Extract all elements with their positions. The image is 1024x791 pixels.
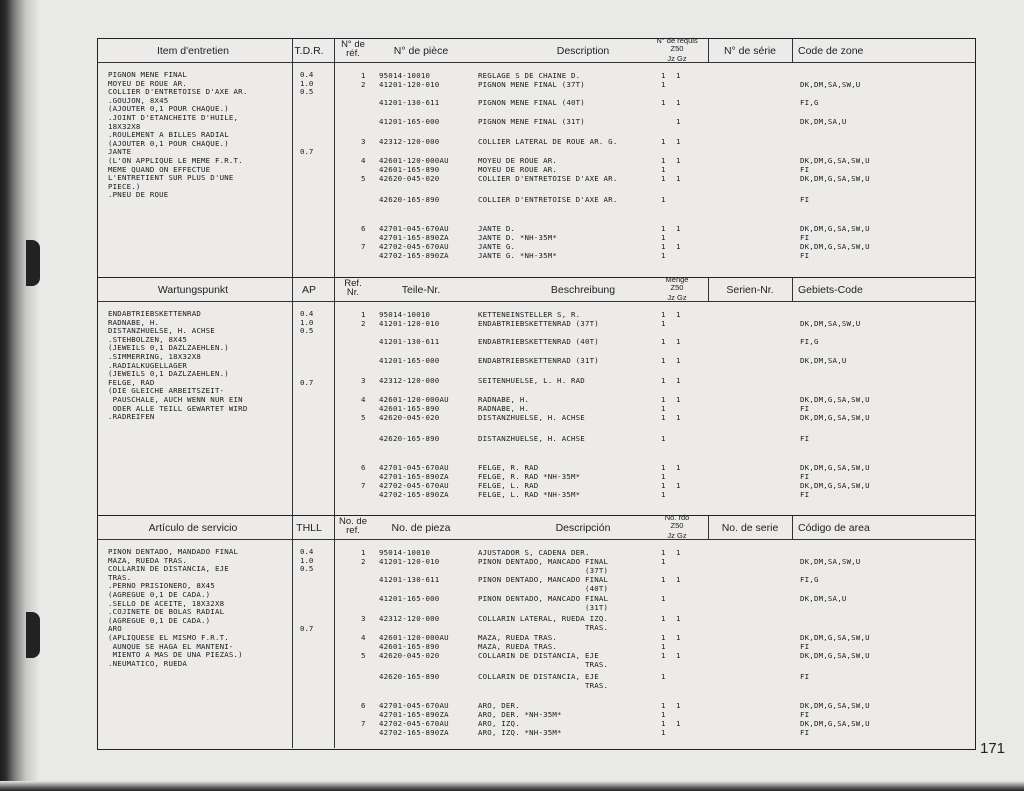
part-number: 41201-165-000 [379,356,440,365]
zone-code: DK,DM,SA,SW,U [800,557,861,566]
table-row [98,156,975,165]
table-row [98,98,975,107]
header-item: Item d'entretien [156,45,230,57]
part-number: 41201-130-611 [379,337,440,346]
qty-jz: 1 [661,651,666,660]
header-zone-code: Código de area [798,522,870,534]
table-row [98,337,975,346]
part-description: PIGNON MENE FINAL (37T) [478,80,585,89]
zone-code: FI [800,165,810,174]
part-description: COLLIER LATERAL DE ROUE AR. G. [478,137,618,146]
part-number: 42701-165-890ZA [379,233,449,242]
header-description: Beschreibung [550,284,616,296]
part-number: 42601-120-000AU [379,633,449,642]
part-description: AJUSTADOR S, CADENA DER. [478,548,590,557]
table-row [98,623,975,632]
qty-jz: 1 [661,434,666,443]
ref-number: 5 [361,651,366,660]
zone-code: FI [800,642,810,651]
part-description: MOYEU DE ROUE AR. [478,156,558,165]
part-number: 42601-120-000AU [379,395,449,404]
part-number: 41201-165-000 [379,117,440,126]
ref-number: 4 [361,156,366,165]
qty-jz: 1 [661,195,666,204]
table-row [98,660,975,669]
qty-jz: 1 [661,224,666,233]
zone-code: FI [800,434,810,443]
table-row [98,356,975,365]
part-number: 41201-120-010 [379,80,440,89]
zone-code: DK,DM,G,SA,SW,U [800,481,870,490]
header-part-number: N° de pièce [393,45,449,57]
part-number: 95014-10010 [379,71,431,80]
table-row [98,413,975,422]
part-description: FELGE, L. RAD *NH-35M* [478,490,581,499]
qty-gz: 1 [676,174,681,183]
qty-gz: 1 [676,481,681,490]
part-description: ARO, IZQ. *NH-35M* [478,728,562,737]
zone-code: DK,DM,SA,U [800,356,847,365]
part-number: 42701-165-890ZA [379,710,449,719]
zone-code: FI [800,233,810,242]
part-description: DISTANZHUELSE, H. ACHSE [478,434,585,443]
qty-gz: 1 [676,548,681,557]
header-serial: Serien-Nr. [726,284,774,296]
zone-code: DK,DM,G,SA,SW,U [800,395,870,404]
column-divider [708,278,709,302]
header-tdr: T.D.R. [294,45,324,57]
ref-number: 1 [361,71,366,80]
table-row [98,434,975,443]
table-row [98,404,975,413]
ref-number: 7 [361,481,366,490]
part-number: 42701-045-670AU [379,701,449,710]
part-description: JANTE D. [478,224,516,233]
table-row [98,651,975,660]
part-number: 42312-120-000 [379,137,440,146]
qty-gz: 1 [676,337,681,346]
qty-jz: 1 [661,310,666,319]
ref-number: 7 [361,242,366,251]
qty-jz: 1 [661,701,666,710]
part-description: FELGE, R. RAD [478,463,539,472]
qty-gz: 1 [676,463,681,472]
header-zone-code: Gebiets-Code [798,284,863,296]
ref-number: 5 [361,174,366,183]
part-description: COLLARIN DE DISTANCIA, EJE [478,651,599,660]
part-description: MAZA, RUEDA TRAS. [478,642,558,651]
header-item: Artículo de servicio [148,522,238,534]
header-ref: Ref. Nr. [344,278,362,298]
part-description: PINON DENTADO, MANCADO FINAL [478,575,609,584]
part-description: MOYEU DE ROUE AR. [478,165,558,174]
header-required-qty: No. rdo Z50 [664,513,690,530]
zone-code: FI,G [800,98,819,107]
qty-jz: 1 [661,71,666,80]
binder-shadow [0,0,40,791]
labor-times: 0.4 1.0 0.5 0.7 [300,309,314,387]
part-description: ARO, DER. *NH-35M* [478,710,562,719]
column-divider [708,516,709,540]
zone-code: DK,DM,SA,SW,U [800,80,861,89]
qty-jz: 1 [661,672,666,681]
column-divider [708,39,709,63]
part-description: PINON DENTADO, MANCADO FINAL [478,557,609,566]
zone-code: DK,DM,SA,U [800,594,847,603]
part-number: 42702-165-890ZA [379,251,449,260]
table-row [98,633,975,642]
page-edge-shadow [0,781,1024,791]
part-description: MAZA, RUEDA TRAS. [478,633,558,642]
zone-code: DK,DM,G,SA,SW,U [800,463,870,472]
table-row [98,319,975,328]
ref-number: 1 [361,548,366,557]
table-row [98,728,975,737]
qty-jz: 1 [661,728,666,737]
table-row [98,117,975,126]
qty-jz: 1 [661,642,666,651]
header-item: Wartungspunkt [157,284,229,296]
part-description: DISTANZHUELSE, H. ACHSE [478,413,585,422]
ref-number: 4 [361,395,366,404]
part-description: COLLARIN DE DISTANCIA, EJE [478,672,599,681]
part-number: 42702-165-890ZA [379,728,449,737]
table-row [98,594,975,603]
part-description: FELGE, L. RAD [478,481,539,490]
qty-gz: 1 [676,701,681,710]
part-description: TRAS. [478,623,609,632]
table-row [98,251,975,260]
header-required-qty: N° de requis Z50 [656,36,698,53]
table-row [98,233,975,242]
qty-gz: 1 [676,356,681,365]
qty-gz: 1 [676,395,681,404]
qty-gz: 1 [676,156,681,165]
part-number: 42620-045-020 [379,413,440,422]
part-description: ENDABTRIEBSKETTENRAD (37T) [478,319,599,328]
zone-code: DK,DM,SA,U [800,117,847,126]
qty-gz: 1 [676,633,681,642]
maintenance-items: PINON DENTADO, MANDADO FINAL MAZA, RUEDA TRAS. COLLARIN DE DISTANCIA, EJE TRAS. .PERNO PRISIONERO, 8X45 (AGREGUE 0,1 DE CADA.) .SELLO DE ACEITE, 18X32X8 .COJINETE DE BOLAS RADIAL (AGREGUE 0,1 DE CADA.) ARO (APLIQUESE EL MISMO F.R.T. AUNQUE SE HAGA EL MANTENI- MIENTO A MAS DE UNA PIEZAS.) .NEUMATICO, RUEDA [108,547,243,668]
part-description: PIGNON MENE FINAL (40T) [478,98,585,107]
zone-code: FI [800,195,810,204]
part-number: 95014-10010 [379,548,431,557]
part-description: REGLAGE S DE CHAINE D. [478,71,581,80]
part-description: RADNABE, H. [478,404,530,413]
part-number: 42620-165-890 [379,672,440,681]
part-description: ENDABTRIEBSKETTENRAD (31T) [478,356,599,365]
part-number: 42702-045-670AU [379,242,449,251]
part-number: 42312-120-000 [379,376,440,385]
part-number: 42702-165-890ZA [379,490,449,499]
table-row [98,575,975,584]
part-number: 41201-130-611 [379,98,440,107]
part-number: 42620-165-890 [379,195,440,204]
table-row [98,395,975,404]
table-row [98,71,975,80]
table-header [98,275,975,302]
qty-jz: 1 [661,490,666,499]
header-part-number: Teile-Nr. [401,284,441,296]
ref-number: 2 [361,80,366,89]
part-description: COLLARIN LATERAL, RUEDA IZQ. [478,614,609,623]
header-ref: No. de ref. [339,516,367,536]
qty-jz: 1 [661,98,666,107]
table-row [98,224,975,233]
table-row [98,584,975,593]
qty-jz: 1 [661,633,666,642]
header-serial: No. de serie [721,522,779,534]
part-description: JANTE G. *NH-35M* [478,251,558,260]
table-row [98,463,975,472]
table-header [98,36,975,63]
qty-jz: 1 [661,233,666,242]
qty-jz: 1 [661,319,666,328]
section-french [98,36,975,277]
zone-code: DK,DM,SA,SW,U [800,319,861,328]
ref-number: 3 [361,376,366,385]
part-number: 41201-120-010 [379,557,440,566]
header-tdr: THLL [296,522,322,534]
qty-gz: 1 [676,651,681,660]
ref-number: 1 [361,310,366,319]
part-number: 42620-165-890 [379,434,440,443]
part-description: PINON DENTADO, MANCADO FINAL [478,594,609,603]
part-description: COLLIER D'ENTRETOISE D'AXE AR. [478,195,618,204]
part-description: RADNABE, H. [478,395,530,404]
header-jz-gz: Jz Gz [667,531,687,540]
part-number: 42701-045-670AU [379,224,449,233]
part-number: 42620-045-020 [379,174,440,183]
header-jz-gz: Jz Gz [667,293,687,302]
zone-code: FI [800,404,810,413]
table-row [98,165,975,174]
ref-number: 2 [361,319,366,328]
table-row [98,137,975,146]
table-row [98,642,975,651]
zone-code: DK,DM,G,SA,SW,U [800,156,870,165]
part-number: 42601-165-890 [379,404,440,413]
qty-jz: 1 [661,174,666,183]
table-row [98,557,975,566]
zone-code: FI [800,490,810,499]
zone-code: DK,DM,G,SA,SW,U [800,413,870,422]
column-divider [792,39,793,63]
qty-gz: 1 [676,137,681,146]
qty-jz: 1 [661,719,666,728]
zone-code: FI [800,728,810,737]
parts-table-frame [97,38,976,750]
qty-jz: 1 [661,575,666,584]
qty-jz: 1 [661,80,666,89]
part-number: 42701-045-670AU [379,463,449,472]
part-description: JANTE G. [478,242,516,251]
header-jz-gz: Jz Gz [667,54,687,63]
maintenance-items: PIGNON MENE FINAL MOYEU DE ROUE AR. COLLIER D'ENTRETOISE D'AXE AR. .GOUJON, 8X45 (AJOUTER 0,1 POUR CHAQUE.) .JOINT D'ETANCHEITE D'HUILE, 18X32X8 .ROULEMENT A BILLES RADIAL (AJOUTER 0,1 POUR CHAQUE.) JANTE (L'ON APPLIQUE LE MEME F.R.T. MEME QUAND ON EFFECTUE L'ENTRETIENT SUR PLUS D'UNE PIECE.) .PNEU DE ROUE [108,70,248,200]
table-row [98,242,975,251]
table-row [98,376,975,385]
table-row [98,310,975,319]
part-description: ARO, IZQ. [478,719,520,728]
table-row [98,719,975,728]
zone-code: DK,DM,G,SA,SW,U [800,174,870,183]
qty-jz: 1 [661,251,666,260]
qty-gz: 1 [676,117,681,126]
zone-code: DK,DM,G,SA,SW,U [800,651,870,660]
qty-jz: 1 [661,137,666,146]
zone-code: FI [800,710,810,719]
qty-jz: 1 [661,356,666,365]
part-number: 42620-045-020 [379,651,440,660]
zone-code: DK,DM,G,SA,SW,U [800,224,870,233]
table-row [98,603,975,612]
part-number: 42601-165-890 [379,165,440,174]
section-spanish [98,515,975,748]
part-description: JANTE D. *NH-35M* [478,233,558,242]
table-row [98,80,975,89]
qty-jz: 1 [661,481,666,490]
part-number: 42601-120-000AU [379,156,449,165]
ref-number: 6 [361,224,366,233]
ref-number: 3 [361,614,366,623]
qty-jz: 1 [661,413,666,422]
part-description: TRAS. [478,681,609,690]
page-number: 171 [980,740,1006,757]
qty-jz: 1 [661,710,666,719]
qty-jz: 1 [661,404,666,413]
part-description: ENDABTRIEBSKETTENRAD (40T) [478,337,599,346]
header-ref: N° de réf. [341,39,365,59]
table-row [98,548,975,557]
zone-code: FI [800,251,810,260]
maintenance-items: ENDABTRIEBSKETTENRAD RADNABE, H. DISTANZHUELSE, H. ACHSE .STEHBOLZEN, 8X45 (JEWEILS 0,1 DAZLZAEHLEN.) .SIMMERRING, 18X32X8 .RADIALKUGELLAGER (JEWEILS 0,1 DAZLZAEHLEN.) FELGE, RAD (DIE GLEICHE ARBEITSZEIT- PAUSCHALE, AUCH WENN NUR EIN ODER ALLE TEILL GEWARTET WIRD .RADREIFEN [108,309,248,422]
part-description: ARO, DER. [478,701,520,710]
qty-jz: 1 [661,594,666,603]
qty-jz: 1 [661,557,666,566]
qty-jz: 1 [661,614,666,623]
column-divider [792,516,793,540]
header-description: Descripción [555,522,611,534]
qty-gz: 1 [676,224,681,233]
header-tdr: AP [301,284,316,296]
header-zone-code: Code de zone [798,45,864,57]
zone-code: DK,DM,G,SA,SW,U [800,633,870,642]
ref-number: 4 [361,633,366,642]
qty-jz: 1 [661,463,666,472]
table-row [98,174,975,183]
binder-ring-hole [26,612,40,658]
part-description: (37T) [478,566,609,575]
part-number: 42312-120-000 [379,614,440,623]
qty-jz: 1 [661,395,666,404]
qty-gz: 1 [676,376,681,385]
zone-code: DK,DM,G,SA,SW,U [800,719,870,728]
ref-number: 5 [361,413,366,422]
ref-number: 6 [361,463,366,472]
ref-number: 3 [361,137,366,146]
labor-times: 0.4 1.0 0.5 0.7 [300,547,314,634]
part-description: TRAS. [478,660,609,669]
qty-jz: 1 [661,472,666,481]
zone-code: DK,DM,G,SA,SW,U [800,242,870,251]
table-row [98,672,975,681]
qty-jz: 1 [661,548,666,557]
table-row [98,710,975,719]
part-number: 42702-045-670AU [379,481,449,490]
ref-number: 6 [361,701,366,710]
ref-number: 7 [361,719,366,728]
binder-ring-hole [26,240,40,286]
qty-gz: 1 [676,71,681,80]
table-row [98,490,975,499]
qty-gz: 1 [676,614,681,623]
zone-code: FI [800,472,810,481]
part-description: (40T) [478,584,609,593]
qty-jz: 1 [661,156,666,165]
qty-jz: 1 [661,337,666,346]
part-number: 41201-165-000 [379,594,440,603]
qty-gz: 1 [676,575,681,584]
part-number: 41201-130-611 [379,575,440,584]
part-description: SEITENHUELSE, L. H. RAD [478,376,585,385]
qty-gz: 1 [676,242,681,251]
part-description: (31T) [478,603,609,612]
table-header [98,513,975,540]
part-number: 42701-165-890ZA [379,472,449,481]
zone-code: FI,G [800,575,819,584]
table-row [98,195,975,204]
table-row [98,472,975,481]
column-divider [792,278,793,302]
zone-code: FI,G [800,337,819,346]
zone-code: DK,DM,G,SA,SW,U [800,701,870,710]
header-part-number: No. de pieza [391,522,451,534]
part-description: FELGE, R. RAD *NH-35M* [478,472,581,481]
part-description: PIGNON MENE FINAL (31T) [478,117,585,126]
qty-gz: 1 [676,719,681,728]
table-row [98,614,975,623]
header-serial: N° de série [723,45,777,57]
part-description: KETTENEINSTELLER S, R. [478,310,581,319]
table-row [98,701,975,710]
table-row [98,481,975,490]
part-number: 42702-045-670AU [379,719,449,728]
part-description: COLLIER D'ENTRETOISE D'AXE AR. [478,174,618,183]
part-number: 41201-120-010 [379,319,440,328]
labor-times: 0.4 1.0 0.5 0.7 [300,70,314,157]
qty-jz: 1 [661,165,666,174]
section-german [98,277,975,515]
table-row [98,566,975,575]
part-number: 95014-10010 [379,310,431,319]
header-description: Description [556,45,610,57]
qty-gz: 1 [676,98,681,107]
part-number: 42601-165-890 [379,642,440,651]
qty-jz: 1 [661,376,666,385]
zone-code: FI [800,672,810,681]
qty-jz: 1 [661,242,666,251]
qty-gz: 1 [676,413,681,422]
ref-number: 2 [361,557,366,566]
qty-gz: 1 [676,310,681,319]
table-row [98,681,975,690]
header-required-qty: Menge Z50 [665,275,689,292]
